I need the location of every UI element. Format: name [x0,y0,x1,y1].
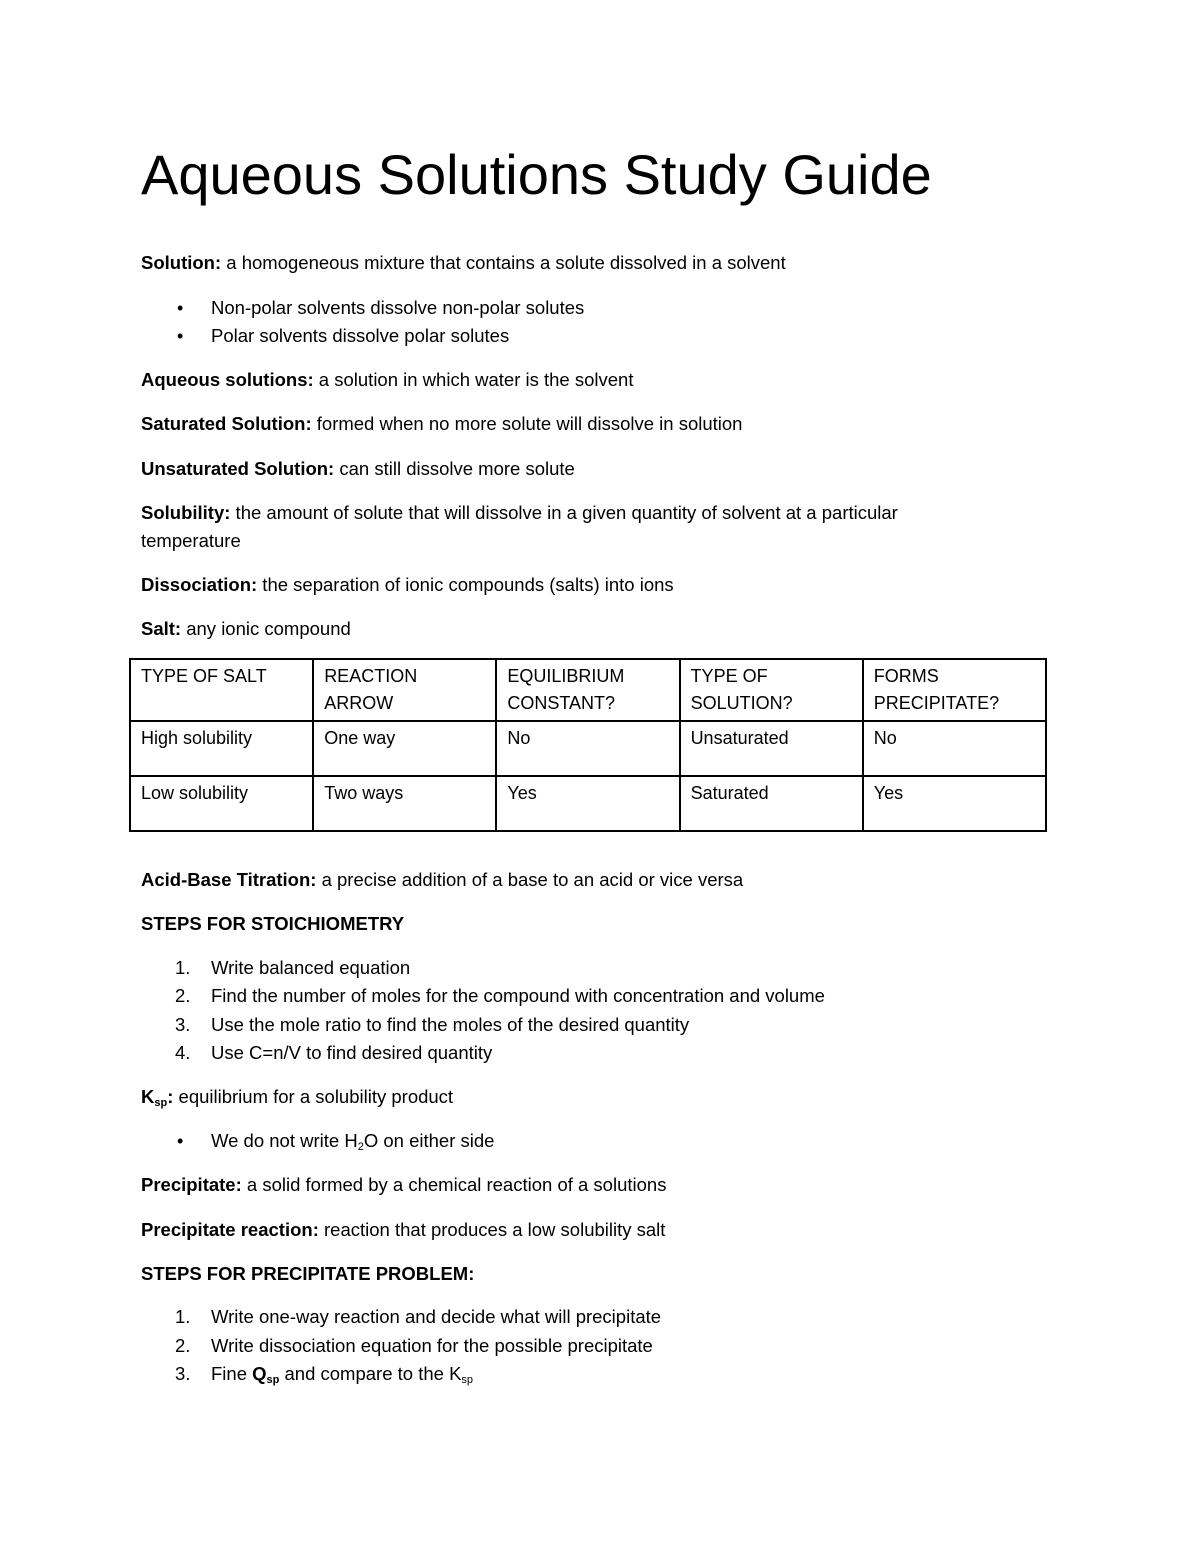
table-cell: Low solubility [130,776,313,831]
table-cell: Yes [496,776,679,831]
table-cell: Yes [863,776,1046,831]
def-saturated: Saturated Solution: formed when no more solute will dissolve in solution [141,413,743,434]
list-item: Write one-way reaction and decide what will precipitate [211,1306,662,1327]
table-cell: Saturated [680,776,863,831]
def-solution: Solution: a homogeneous mixture that contains a solute dissolved in a solvent [141,252,786,273]
table-cell: High solubility [130,721,313,776]
list-number: 3. [175,1363,191,1384]
list-number: 4. [175,1042,191,1063]
list-item: Use C=n/V to find desired quantity [211,1042,493,1063]
table-cell: Two ways [313,776,496,831]
stoich-heading: STEPS FOR STOICHIOMETRY [141,913,405,934]
salt-table [129,658,1047,832]
list-number: 2. [175,985,191,1006]
bullet-icon: • [177,1131,184,1151]
header-cell: REACTION ARROW [313,659,496,721]
list-item: We do not write $H_2O$ on either side [211,1130,495,1153]
list-number: 2. [175,1335,191,1356]
table-cell: No [863,721,1046,776]
precip-heading: STEPS FOR PRECIPITATE PROBLEM: [141,1263,475,1284]
def-dissociation: Dissociation: the separation of ionic compounds (salts) into ions [141,574,674,595]
bullet-icon: • [177,326,184,346]
def-precipitate-reaction: Precipitate reaction: reaction that produces a low solubility salt [141,1219,666,1240]
header-cell: EQUILIBRIUM CONSTANT? [496,659,679,721]
def-solubility: Solubility: the amount of solute that will dissolve in a given quantity of solvent at a particular [141,502,898,523]
table-row [130,721,1046,776]
list-item: Find the number of moles for the compound with concentration and volume [211,985,825,1006]
table-header-row [130,659,1046,721]
table-cell: Unsaturated [680,721,863,776]
list-number: 1. [175,957,191,978]
def-aqueous: Aqueous solutions: a solution in which water is the solvent [141,369,634,390]
def-solubility-cont: temperature [141,530,241,551]
list-item: Non-polar solvents dissolve non-polar solutes [211,297,585,318]
def-unsaturated: Unsaturated Solution: can still dissolve more solute [141,458,575,479]
page-title: Aqueous Solutions Study Guide [141,143,932,206]
list-item: Write dissociation equation for the possible precipitate [211,1335,653,1356]
list-item: Fine $Q_{sp}$ and compare to the $K_{sp}$ [211,1363,474,1386]
table-cell: One way [313,721,496,776]
def-precipitate: Precipitate: a solid formed by a chemical reaction of a solutions [141,1174,667,1195]
list-number: 3. [175,1014,191,1035]
bullet-icon: • [177,298,184,318]
list-item: Write balanced equation [211,957,411,978]
header-cell: TYPE OF SALT [130,659,313,721]
list-number: 1. [175,1306,191,1327]
table-row [130,776,1046,831]
def-salt: Salt: any ionic compound [141,618,351,639]
list-item: Use the mole ratio to find the moles of the desired quantity [211,1014,690,1035]
def-ksp: $K_{sp}$: equilibrium for a solubility product [141,1086,454,1109]
header-cell: FORMS PRECIPITATE? [863,659,1046,721]
header-cell: TYPE OF SOLUTION? [680,659,863,721]
table-cell: No [496,721,679,776]
list-item: Polar solvents dissolve polar solutes [211,325,510,346]
def-titration: Acid-Base Titration: a precise addition of a base to an acid or vice versa [141,869,744,890]
